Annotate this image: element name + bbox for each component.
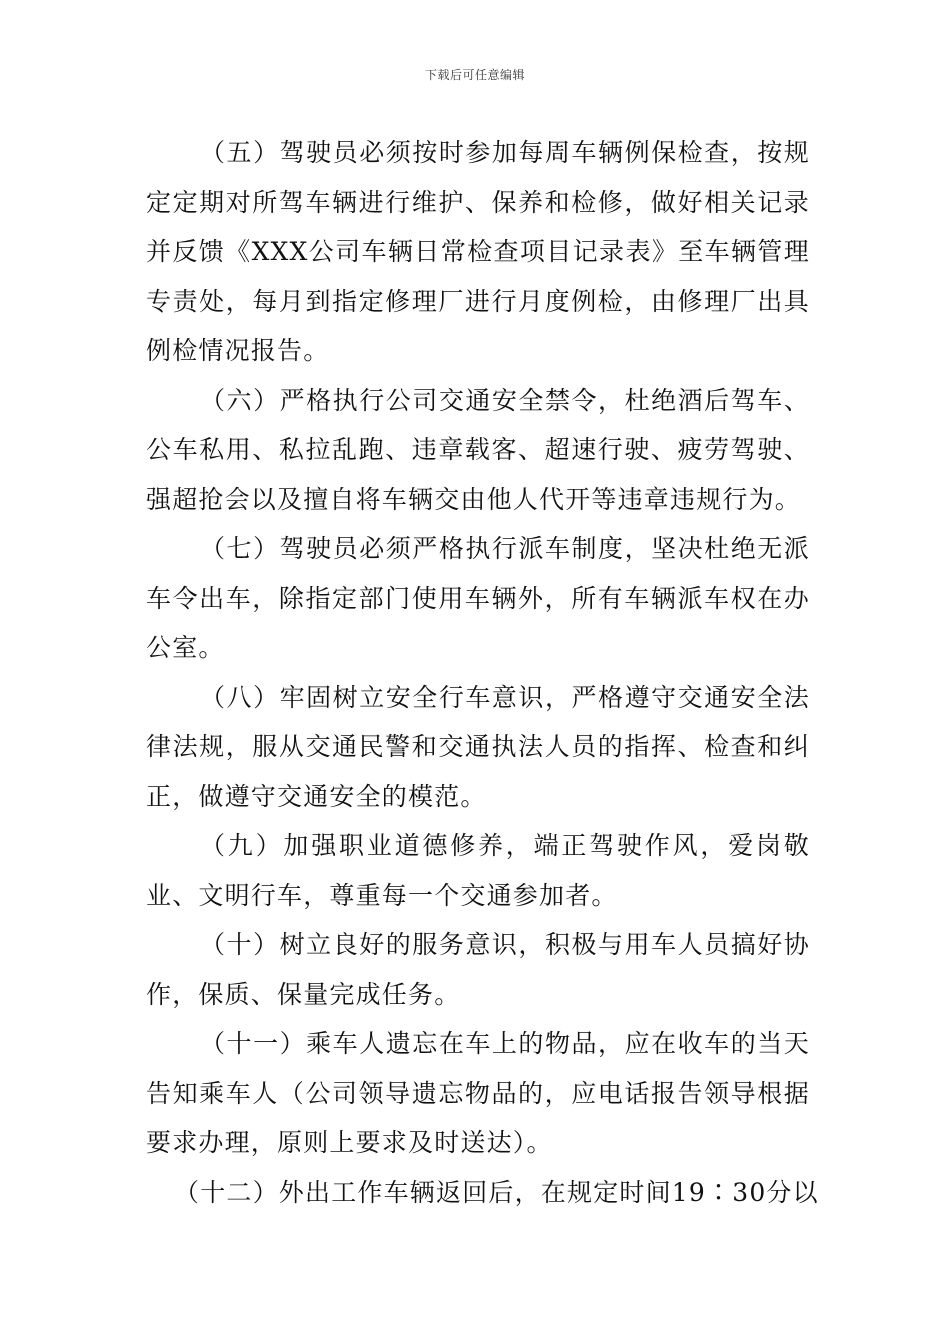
paragraph-8: （八）牢固树立安全行车意识，严格遵守交通安全法律法规，服从交通民警和交通执法人员的指挥、检查和纠正，做遵守交通安全的模范。 bbox=[146, 682, 810, 811]
page-header: 下载后可任意编辑 bbox=[424, 68, 525, 82]
paragraph-5: （五）驾驶员必须按时参加每周车辆例保检查，按规定定期对所驾车辆进行维护、保养和检修，做好相关记录并反馈《XXX公司车辆日常检查项目记录表》至车辆管理专责处，每月到指定修理厂进行月度例检，由修理厂出具例检情况报告。 bbox=[146, 138, 810, 365]
document-body bbox=[146, 128, 819, 1217]
paragraph-9: （九）加强职业道德修养，端正驾驶作风，爱岗敬业、文明行车，尊重每一个交通参加者。 bbox=[146, 831, 810, 910]
paragraph-7: （七）驾驶员必须严格执行派车制度，坚决杜绝无派车令出车，除指定部门使用车辆外，所有车辆派车权在办公室。 bbox=[146, 534, 810, 662]
paragraph-10: （十）树立良好的服务意识，积极与用车人员搞好协作，保质、保量完成任务。 bbox=[146, 930, 810, 1009]
paragraph-6: （六）严格执行公司交通安全禁令，杜绝酒后驾车、公车私用、私拉乱跑、违章载客、超速行驶、疲劳驾驶、强超抢会以及擅自将车辆交由他人代开等违章违规行为。 bbox=[146, 385, 810, 514]
paragraph-12: （十二）外出工作车辆返回后，在规定时间19∶30分以 bbox=[174, 1177, 819, 1207]
paragraph-11: （十一）乘车人遗忘在车上的物品，应在收车的当天告知乘车人（公司领导遗忘物品的，应电话报告领导根据要求办理，原则上要求及时送达）。 bbox=[146, 1029, 810, 1157]
